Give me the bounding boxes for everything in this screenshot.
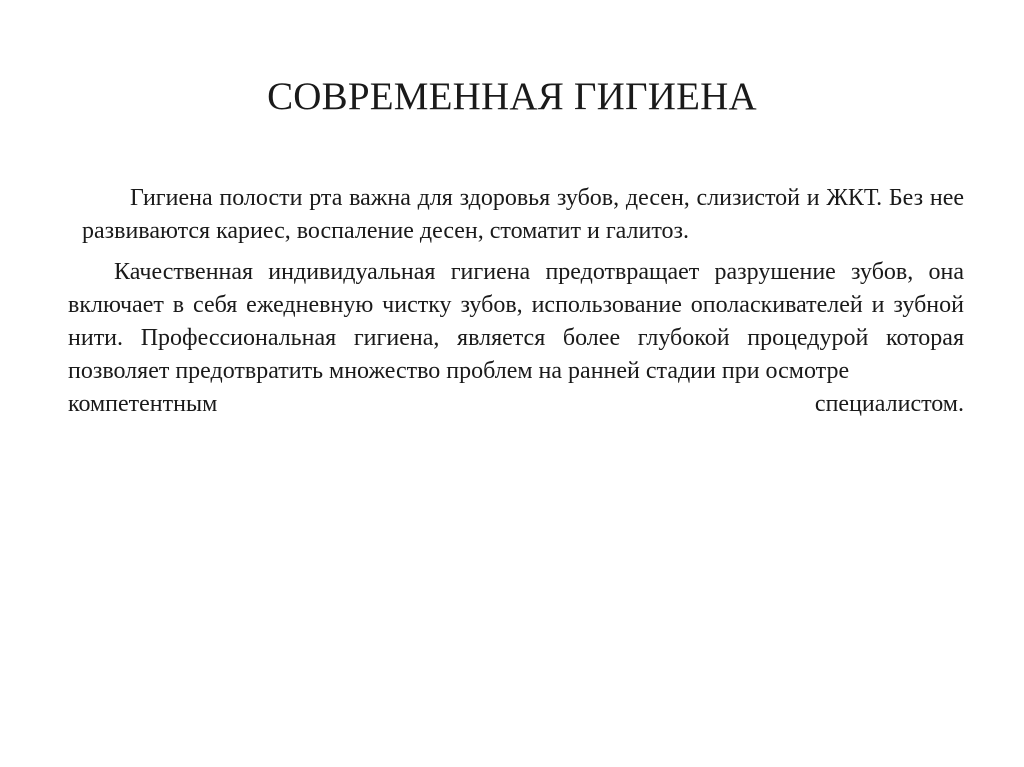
paragraph-individual-hygiene (68, 256, 964, 421)
last-line-right-word: специалистом. (814, 391, 964, 417)
paragraph-individual-hygiene-text: Качественная индивидуальная гигиена предотвращает разрушение зубов, она включает в себя ежедневную чистку зубов, использование ополаскивателей и зубной нити. Профессиональная гигиена, является более глубокой процедурой которая позволяет предотвратить множество проблем на ранней стадии при осмотре (68, 259, 964, 384)
slide-title: СОВРЕМЕННАЯ ГИГИЕНА (267, 75, 757, 118)
last-line-left-word: компетентным (68, 391, 218, 417)
paragraph-oral-hygiene: Гигиена полости рта важна для здоровья зубов, десен, слизистой и ЖКТ. Без нее развиваются кариес, воспаление десен, стоматит и галитоз. (82, 185, 964, 244)
slide-body (68, 182, 964, 421)
paragraph-last-line (68, 388, 964, 421)
